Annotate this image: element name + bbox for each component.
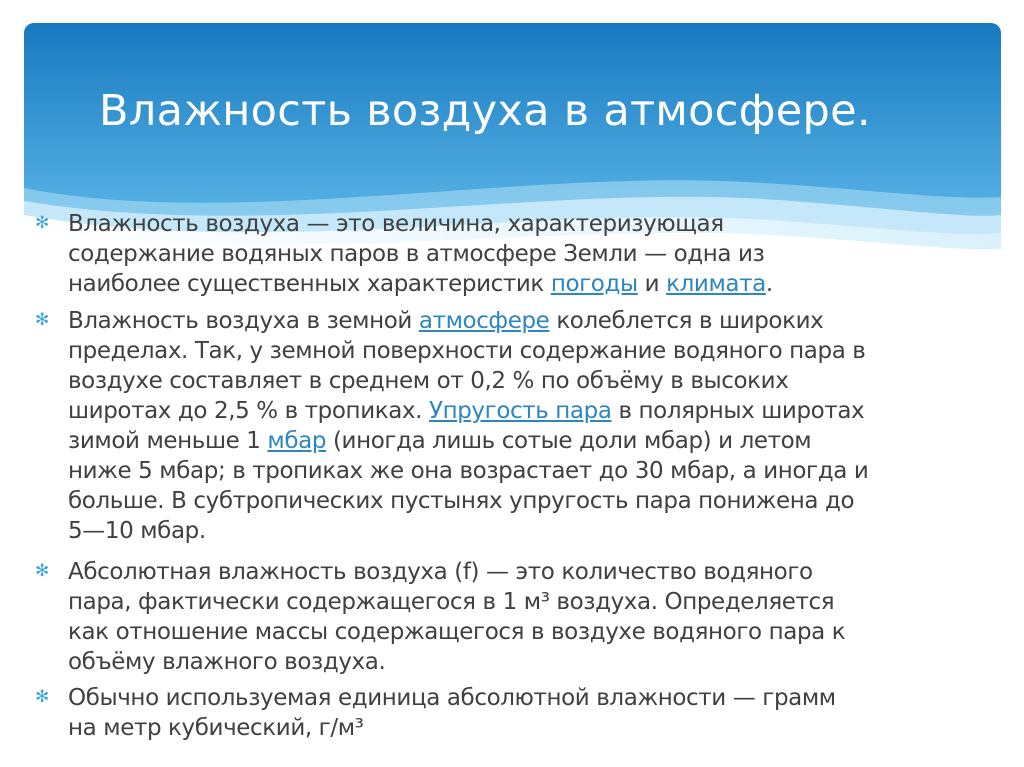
asterisk-icon: ✻ bbox=[35, 213, 50, 233]
slide bbox=[24, 23, 1001, 745]
link-vapor-pressure[interactable]: Упругость пара bbox=[428, 398, 612, 424]
slide-title: Влажность воздуха в атмосфере. bbox=[99, 86, 871, 136]
bullet-text: Обычно используемая единица абсолютной влажности — грамм на метр кубический, г/м³ bbox=[68, 685, 836, 741]
link-climate[interactable]: климата bbox=[666, 271, 766, 297]
link-mbar[interactable]: мбар bbox=[267, 428, 327, 454]
link-atmosphere[interactable]: атмосфере bbox=[418, 308, 550, 334]
link-weather[interactable]: погоды bbox=[550, 271, 638, 297]
bullet-text: Влажность воздуха в земной атмосфере колеблется в широких пределах. Так, у земной поверхности содержание водяного пара в воздухе составляет в среднем от 0,2 % по объёму в высоких широтах до 2,5 % в тропиках. Упругость пара в полярных широтах зимой меньше 1 мбар (иногда лишь сотые доли мбар) и летом ниже 5 мбар; в тропиках же она возрастает до 30 мбар, а иногда и больше. В субтропических пустынях упругость пара понижена до 5—10 мбар. bbox=[68, 308, 869, 544]
asterisk-icon: ✻ bbox=[35, 561, 50, 581]
bullet-text: Абсолютная влажность воздуха (f) — это количество водяного пара, фактически содержащегося в 1 м³ воздуха. Определяется как отношение массы содержащегося в воздухе водяного пара к объёму влажного воздуха. bbox=[68, 559, 846, 675]
asterisk-icon: ✻ bbox=[35, 687, 50, 707]
bullet-text: Влажность воздуха — это величина, характеризующая содержание водяных паров в атмосфере Земли — одна из наиболее существенных характеристик погоды и климата. bbox=[68, 211, 773, 297]
bullet-list bbox=[24, 23, 1001, 745]
asterisk-icon: ✻ bbox=[35, 310, 50, 330]
